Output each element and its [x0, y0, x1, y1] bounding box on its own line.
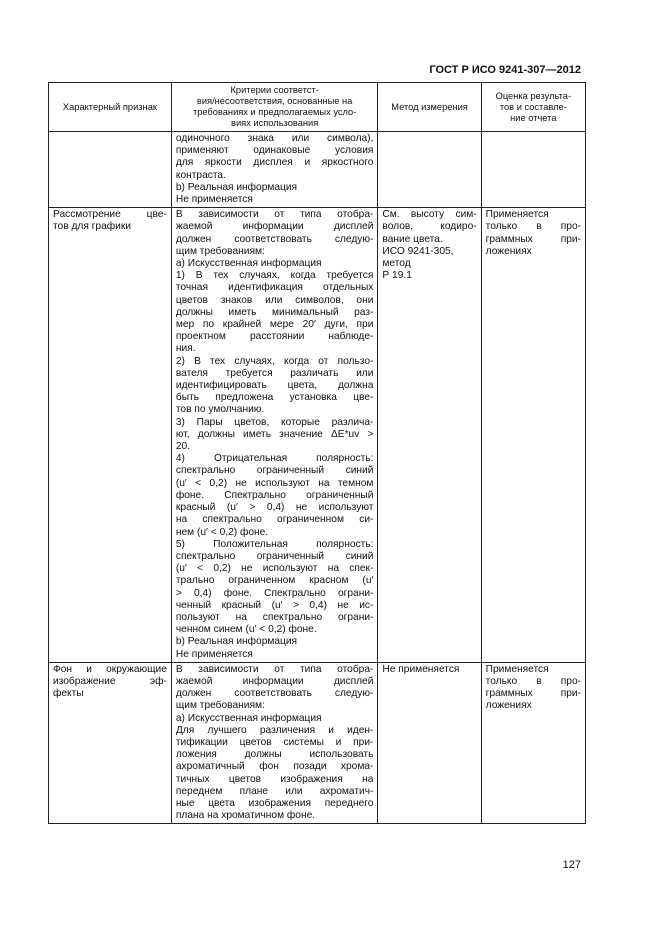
cell-line: быть предложена установка цве-: [175, 392, 374, 404]
cell-line: граммных при-: [485, 233, 581, 245]
cell-line: мер по крайней мере 20′ дуги, при: [175, 319, 374, 331]
cell-method: [378, 132, 481, 208]
cell-line: проектном расстоянии наблюде-: [175, 331, 374, 343]
cell-line: применяют одинаковые условия: [175, 145, 374, 157]
cell-line: ИСО 9241-305,: [382, 245, 454, 257]
cell-line: (u′ < 0,2) не используют на темном: [175, 477, 374, 489]
cell-line: изображение эф-: [53, 675, 167, 687]
cell-line: спектрально ограниченный синий: [175, 465, 374, 477]
column-header-method: Метод измерения: [378, 83, 481, 132]
cell-line: Применяется: [485, 663, 549, 675]
cell-evaluation: [481, 662, 585, 824]
cell-method: [378, 208, 481, 663]
cell-line: > 0,4) фоне. Спектрально ограни-: [175, 587, 374, 599]
cell-line: ложениях: [485, 700, 532, 712]
cell-evaluation: [481, 132, 585, 208]
cell-evaluation: [481, 208, 585, 663]
cell-line: ные цвета изображения переднего: [175, 797, 374, 809]
cell-line: одиночного знака или символа),: [175, 133, 374, 144]
cell-line: щим требованиям:: [175, 245, 265, 257]
cell-line: фоне. Спектрально ограниченный: [175, 489, 374, 501]
cell-line: вание цвета.: [382, 233, 443, 245]
cell-line: тов для графики: [53, 221, 131, 233]
standard-designation: ГОСТ Р ИСО 9241-307—2012: [429, 64, 581, 76]
table-header-row: [49, 83, 586, 132]
cell-line: ложениях: [485, 245, 532, 257]
table-row: [49, 132, 586, 208]
cell-line: тов по умолчанию.: [175, 404, 265, 416]
cell-line: Применяется: [485, 209, 549, 221]
cell-line: ченный красный (u′ > 0,4) не ис-: [175, 599, 374, 611]
cell-line: волов, кодиро-: [382, 221, 477, 233]
cell-line: Рассмотрение цве-: [53, 209, 167, 221]
cell-line: ния.: [175, 343, 196, 355]
cell-line: 5) Положительная полярность:: [175, 538, 374, 550]
cell-line: идентифицировать цвета, должна: [175, 380, 374, 392]
cell-line: контраста.: [175, 169, 226, 181]
cell-line: ахроматичный фон позади хрома-: [175, 761, 374, 773]
cell-criteria: [171, 132, 378, 208]
cell-line: плана на хроматичном фоне.: [175, 810, 316, 822]
cell-line: Не применяется: [175, 648, 253, 660]
cell-line: метод: [382, 258, 411, 270]
table-row: [49, 208, 586, 663]
cell-criteria: [171, 208, 378, 663]
cell-line: только в про-: [485, 221, 581, 233]
cell-line: В зависимости от типа отобра-: [175, 209, 374, 221]
cell-line: переднем плане или ахроматич-: [175, 785, 374, 797]
cell-line: Для лучшего различения и иден-: [175, 724, 374, 736]
column-header-criteria: Критерии соответст- вия/несоответствия, основанные на требованиях и предполагаемых усло- виях использования: [171, 83, 378, 132]
cell-line: 2) В тех случаях, когда от пользо-: [175, 355, 374, 367]
cell-line: b) Реальная информация: [175, 636, 298, 648]
cell-line: точная идентификация отдельных: [175, 282, 374, 294]
cell-line: щим требованиям:: [175, 700, 265, 712]
cell-line: трально ограниченном красном (u′: [175, 575, 374, 587]
cell-line: должны иметь минимальный раз-: [175, 306, 374, 318]
cell-line: ложения должны использовать: [175, 749, 374, 761]
cell-line: Не применяется: [382, 663, 460, 675]
cell-line: 3) Пары цветов, которые различа-: [175, 416, 374, 428]
cell-line: вателя требуется различать или: [175, 367, 374, 379]
cell-line: жаемой информации дисплей: [175, 221, 374, 233]
cell-line: b) Реальная информация: [175, 181, 298, 193]
cell-line: жаемой информации дисплей: [175, 675, 374, 687]
cell-line: тификации цветов системы и при-: [175, 736, 374, 748]
cell-line: Р 19.1: [382, 270, 412, 282]
cell-feature: [49, 208, 172, 663]
cell-line: а) Искусственная информация: [175, 258, 322, 270]
cell-method: [378, 662, 481, 824]
cell-criteria: [171, 662, 378, 824]
cell-line: 1) В тех случаях, когда требуется: [175, 270, 374, 282]
column-header-feature: Характерный признак: [49, 83, 172, 132]
cell-feature: [49, 132, 172, 208]
cell-line: ют, должны иметь значение ΔE*uv >: [175, 428, 374, 440]
page-number: 127: [562, 859, 581, 871]
cell-line: должен соответствовать следую-: [175, 233, 374, 245]
requirements-table: [48, 82, 586, 824]
cell-line: (u′ < 0,2) не используют на спек-: [175, 563, 374, 575]
cell-line: цветов знаков или символов, они: [175, 294, 374, 306]
cell-line: ченном синем (u′ < 0,2) фоне.: [175, 624, 317, 636]
column-header-evaluation: Оценка результа- тов и составле- ние отчета: [481, 83, 585, 132]
cell-line: В зависимости от типа отобра-: [175, 663, 374, 675]
cell-line: для яркости дисплея и яркостного: [175, 157, 374, 169]
cell-line: Фон и окружающие: [53, 663, 167, 675]
cell-line: фекты: [53, 688, 84, 700]
cell-line: См. высоту сим-: [382, 209, 477, 221]
table-row: [49, 662, 586, 824]
cell-line: 4) Отрицательная полярность:: [175, 453, 374, 465]
cell-line: красный (u′ > 0,4) не используют: [175, 502, 374, 514]
cell-line: граммных при-: [485, 688, 581, 700]
cell-line: 20.: [175, 441, 191, 453]
cell-line: на спектрально ограниченном си-: [175, 514, 374, 526]
cell-line: спектрально ограниченный синий: [175, 550, 374, 562]
cell-line: должен соответствовать следую-: [175, 688, 374, 700]
cell-line: а) Искусственная информация: [175, 712, 322, 724]
cell-feature: [49, 662, 172, 824]
cell-line: тичных цветов изображения на: [175, 773, 374, 785]
cell-line: Не применяется: [175, 194, 253, 206]
cell-line: нем (u′ < 0,2) фоне.: [175, 526, 269, 538]
cell-line: пользуют на спектрально ограни-: [175, 611, 374, 623]
cell-line: только в про-: [485, 675, 581, 687]
